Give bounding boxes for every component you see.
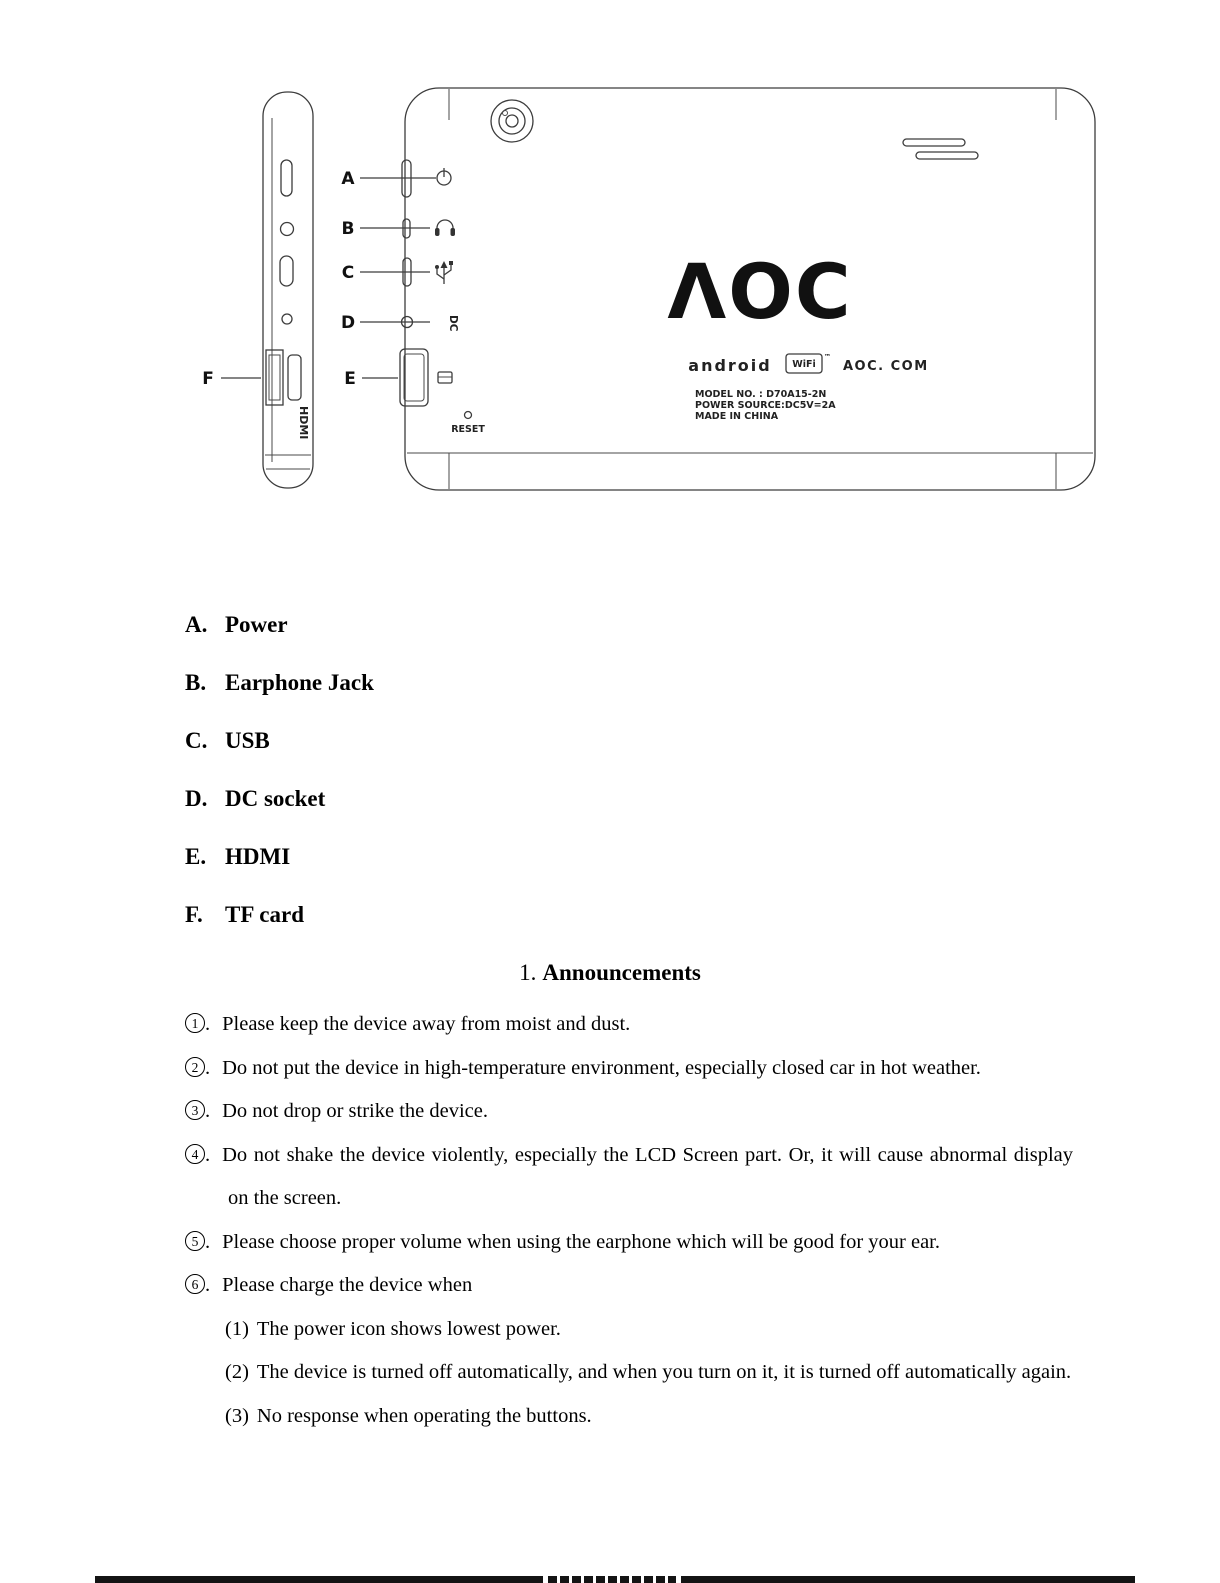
side-usb-port (280, 256, 293, 286)
usb-icon (435, 261, 453, 284)
circled-number: 5 (185, 1231, 205, 1251)
back-view (400, 88, 1095, 490)
callout-d: D (340, 313, 356, 333)
announcement-text: Please charge the device when (222, 1274, 473, 1296)
callout-a: A (341, 169, 355, 189)
charge-condition-item-3 (225, 1395, 1106, 1439)
announcement-text: Please keep the device away from moist and dust. (222, 1013, 631, 1035)
dc-icon-label: DC (447, 315, 459, 332)
cut-off-text-fragment (95, 1576, 1135, 1583)
callout-f: F (202, 369, 214, 389)
port-legend (185, 596, 374, 944)
cutoff-bar-left (95, 1576, 543, 1583)
aoc-website: AOC. COM (843, 359, 929, 374)
side-dc-port (282, 314, 292, 324)
earphone-icon (435, 220, 455, 236)
legend-label: Power (225, 612, 288, 637)
model-line-3: MADE IN CHINA (695, 411, 779, 422)
legend-key: D. (185, 786, 208, 811)
circled-number: 3 (185, 1100, 205, 1120)
condition-number: (1) (225, 1317, 249, 1340)
legend-item-power (185, 596, 374, 654)
callout-e: E (344, 369, 356, 389)
legend-label: USB (225, 728, 270, 753)
condition-text: The power icon shows lowest power. (256, 1317, 561, 1340)
wifi-badge-label: WiFi (792, 359, 816, 370)
model-info (695, 389, 836, 422)
circled-number: 2 (185, 1057, 205, 1077)
speaker-grille (903, 139, 978, 159)
condition-text: The device is turned off automatically, and when you turn on it, it is turned off automatically again. (256, 1361, 1072, 1383)
power-icon (437, 168, 451, 185)
legend-label: Earphone Jack (225, 670, 374, 695)
device-diagram (0, 0, 1220, 545)
cutoff-glyph-tops (548, 1576, 676, 1583)
side-earphone-port (281, 223, 294, 236)
legend-key: B. (185, 670, 207, 695)
legend-item-dc (185, 770, 374, 828)
legend-item-hdmi (185, 828, 374, 886)
callout-b: B (341, 219, 355, 239)
model-line-1: MODEL NO. : D70A15-2N (695, 389, 827, 400)
reset-hole (465, 412, 472, 419)
legend-key: F. (185, 902, 203, 927)
legend-label: DC socket (225, 786, 326, 811)
circled-number: 4 (185, 1144, 205, 1164)
condition-text: No response when operating the buttons. (256, 1404, 592, 1427)
side-view (263, 92, 313, 488)
hdmi-side-label: HDMI (297, 406, 310, 440)
aoc-logo: ΛOC (667, 247, 853, 336)
announcements-list (185, 1003, 1073, 1438)
model-line-2: POWER SOURCE:DC5V=2A (695, 400, 836, 411)
legend-key: A. (185, 612, 208, 637)
camera (491, 100, 533, 142)
announcement-item-3: 3 . Do not drop or strike the device. (185, 1090, 1073, 1134)
section-heading (0, 960, 1220, 986)
android-wordmark: android (688, 356, 772, 375)
announcement-item-1: 1 . Please keep the device away from moist and dust. (185, 1003, 1073, 1047)
announcement-item-5: 5 . Please choose proper volume when using the earphone which will be good for your ear. (185, 1221, 1073, 1265)
callout-c: C (341, 263, 355, 283)
callouts (341, 169, 436, 389)
legend-item-usb (185, 712, 374, 770)
announcement-text: Do not shake the device violently, especially the LCD Screen part. Or, it will cause abnormal display on the screen. (222, 1143, 1073, 1209)
reset-label: RESET (451, 424, 485, 435)
charge-condition-item-2 (225, 1351, 1106, 1395)
circled-number: 1 (185, 1013, 205, 1033)
condition-number: (2) (225, 1361, 249, 1383)
condition-number: (3) (225, 1404, 249, 1427)
side-power-button (281, 160, 292, 196)
charge-conditions (225, 1308, 1073, 1439)
announcement-item-6: 6 . Please charge the device when (185, 1264, 1073, 1308)
hdmi-icon (438, 372, 452, 383)
legend-item-earphone (185, 654, 374, 712)
announcement-text: Do not drop or strike the device. (222, 1100, 488, 1122)
announcement-text: Do not put the device in high-temperature environment, especially closed car in hot weather. (222, 1056, 981, 1079)
announcement-text: Please choose proper volume when using the earphone which will be good for your ear. (222, 1230, 940, 1253)
legend-key: E. (185, 844, 207, 869)
wifi-tm: ™ (824, 353, 831, 361)
section-title: Announcements (542, 960, 701, 985)
cutoff-bar-right (681, 1576, 1135, 1583)
section-number: 1. (519, 960, 537, 985)
legend-item-tf (185, 886, 374, 944)
charge-condition-item-1 (225, 1308, 1106, 1352)
wifi-badge (786, 353, 831, 373)
announcement-item-4: 4 . Do not shake the device violently, especially the LCD Screen part. Or, it will cause abnormal display on the screen. (185, 1134, 1073, 1221)
announcement-item-2: 2 . Do not put the device in high-temperature environment, especially closed car in hot weather. (185, 1047, 1073, 1091)
legend-label: HDMI (225, 844, 291, 869)
legend-key: C. (185, 728, 208, 753)
legend-label: TF card (225, 902, 304, 927)
circled-number: 6 (185, 1274, 205, 1294)
